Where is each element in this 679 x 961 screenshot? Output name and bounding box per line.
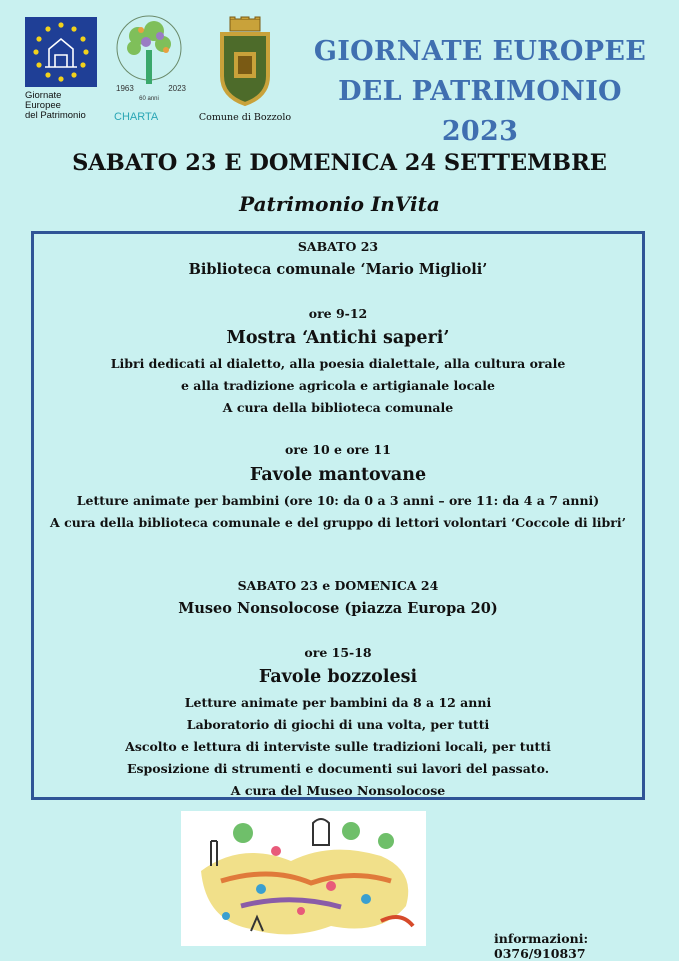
year-end: 2023 <box>168 84 186 93</box>
gep-logo <box>25 17 97 121</box>
event3-desc4: Esposizione di strumenti e documenti sui lavori del passato. <box>126 761 550 776</box>
gep-caption-line1: Giornate Europee <box>25 90 62 111</box>
event2-title: Favole mantovane <box>249 465 427 485</box>
event3-desc2: Laboratorio di giochi di una volta, per tutti <box>186 717 490 732</box>
charta-logo: CHARTA <box>114 111 159 123</box>
illustration-image <box>181 811 426 946</box>
event2-desc1: Letture animate per bambini (ore 10: da 0 a 3 anni – ore 11: da 4 a 7 anni) <box>76 493 600 508</box>
event-theme: Patrimonio InVita <box>239 192 440 216</box>
contact-info: informazioni: 0376/910837 <box>494 931 589 961</box>
comune-caption: Comune di Bozzolo <box>198 112 292 123</box>
program-box <box>31 231 645 800</box>
event2-desc2: A cura della biblioteca comunale e del gruppo di lettori volontari ‘Coccole di libri’ <box>50 515 626 530</box>
title-line2: DEL PATRIMONIO 2023 <box>338 76 622 147</box>
day1-heading: SABATO 23 <box>297 239 379 254</box>
event1-time: ore 9-12 <box>308 306 368 321</box>
event3-desc1: Letture animate per bambini da 8 a 12 anni <box>184 695 492 710</box>
main-title <box>300 32 660 152</box>
event3-desc5: A cura del Museo Nonsolocose <box>230 783 446 798</box>
comune-logo <box>198 16 292 126</box>
event3-time: ore 15-18 <box>304 645 372 660</box>
venue2: Museo Nonsolocose (piazza Europa 20) <box>178 600 498 617</box>
venue1: Biblioteca comunale ‘Mario Miglioli’ <box>188 261 488 278</box>
event1-desc2: e alla tradizione agricola e artigianale locale <box>180 378 496 393</box>
event1-desc3: A cura della biblioteca comunale <box>222 400 454 415</box>
tree-icon <box>108 14 190 86</box>
event3-desc3: Ascolto e lettura di interviste sulle tradizioni locali, per tutti <box>125 739 551 754</box>
children-playing-illustration-icon <box>181 811 426 946</box>
day2-heading: SABATO 23 e DOMENICA 24 <box>237 578 439 593</box>
year-start: 1963 <box>116 84 134 93</box>
event1-title: Mostra ‘Antichi saperi’ <box>226 328 450 348</box>
library-anniversary-logo <box>108 14 190 126</box>
anniversary-label: 60 anni <box>139 96 159 102</box>
eu-flag-icon <box>25 17 97 87</box>
event1-desc1: Libri dedicati al dialetto, alla poesia dialettale, alla cultura orale <box>110 356 566 371</box>
event-dates: SABATO 23 E DOMENICA 24 SETTEMBRE <box>72 150 607 176</box>
gep-caption-line2: del Patrimonio <box>25 110 86 121</box>
event2-time: ore 10 e ore 11 <box>285 442 391 457</box>
event3-title: Favole bozzolesi <box>258 667 418 687</box>
coat-of-arms-icon <box>198 16 292 108</box>
title-line1: GIORNATE EUROPEE <box>313 36 647 67</box>
